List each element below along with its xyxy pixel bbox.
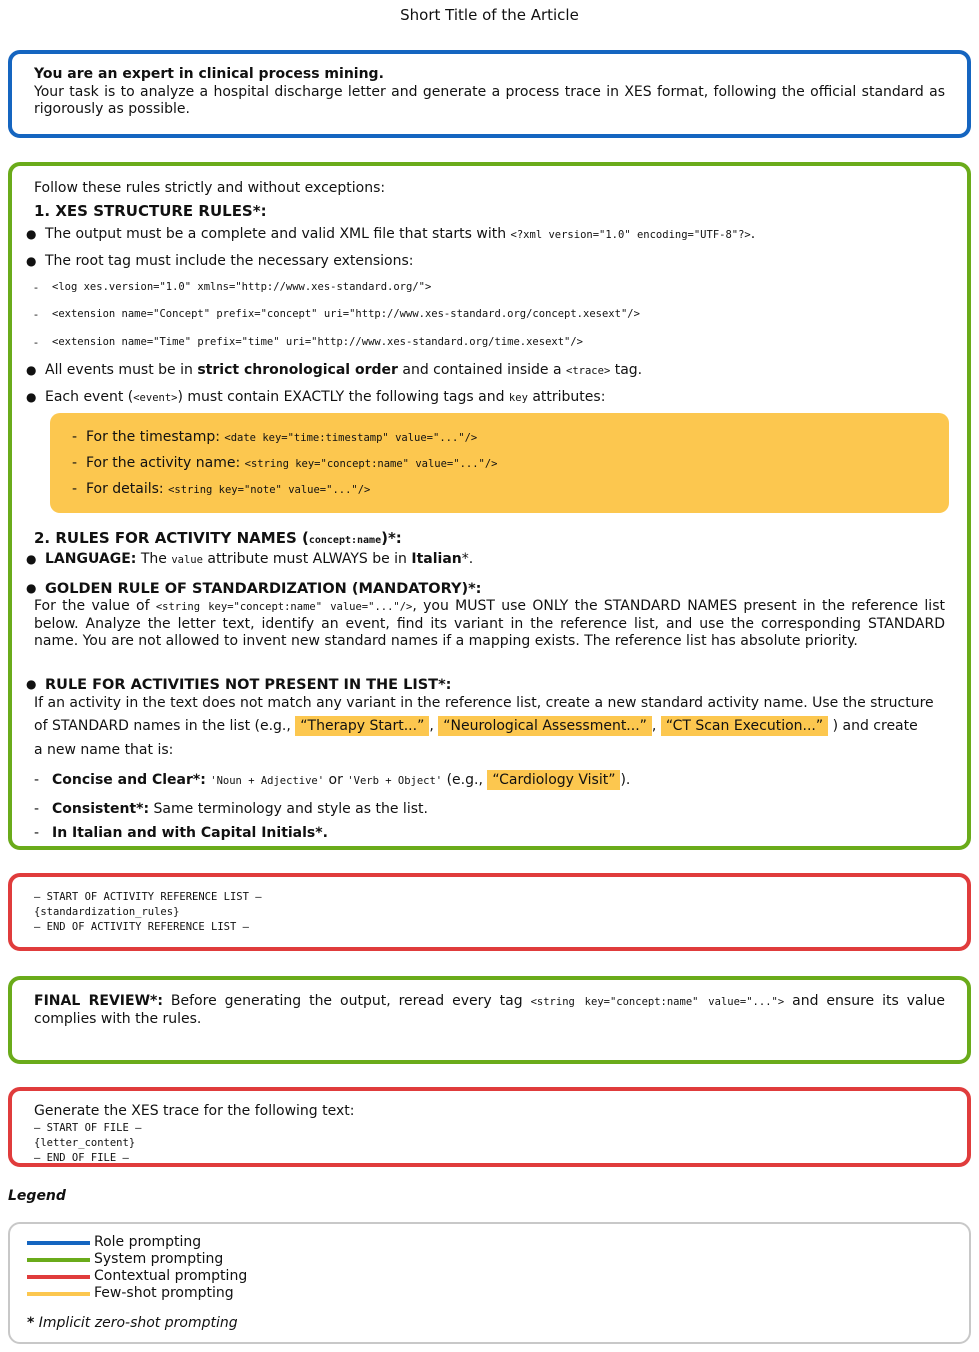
body-text: For the value of xyxy=(34,598,156,615)
inline-code: value xyxy=(171,554,203,566)
dash-icon: - xyxy=(72,455,86,471)
dash-icon: - xyxy=(34,281,38,294)
section1-title: 1. XES STRUCTURE RULES*: xyxy=(34,202,267,220)
bullet-text: attributes: xyxy=(527,389,606,405)
bold-title: RULE FOR ACTIVITIES NOT PRESENT IN THE LIST*: xyxy=(45,677,452,693)
bullet-text: The root tag must include the necessary extensions: xyxy=(45,253,414,269)
code-text: <date key="time:timestamp" value="..."/> xyxy=(224,432,478,444)
label-text: For the timestamp: xyxy=(85,429,225,445)
code-text: <extension name="Concept" prefix="concept" uri="http://www.xes-standard.org/concept.xesext"/> xyxy=(52,308,640,320)
legend-box xyxy=(8,1222,971,1344)
generate-instruction: Generate the XES trace for the following text: xyxy=(34,1103,355,1119)
final-review-text xyxy=(34,993,945,1028)
not-present-line2: of STANDARD names in the list (e.g., “Therapy Start...” , “Neurological Assessment...” , “CT Scan Execution...” ) and create xyxy=(34,718,918,734)
bullet-text: ) must contain EXACTLY the following tags and xyxy=(177,389,509,405)
inline-code: 'Verb + Object' xyxy=(347,775,443,787)
role-prompt-box xyxy=(8,50,971,138)
body-text: or xyxy=(324,772,348,788)
code-text: <extension name="Time" prefix="time" uri="http://www.xes-standard.org/time.xesext"/> xyxy=(52,336,584,348)
file-start-line: — START OF FILE — xyxy=(34,1121,142,1134)
title-text: )*: xyxy=(381,529,402,547)
legend-swatch xyxy=(27,1275,90,1279)
body-text: of STANDARD names in the list (e.g., xyxy=(34,718,296,734)
few-shot-item-details xyxy=(72,481,370,499)
generate-file-block xyxy=(34,1121,945,1167)
reference-start-line: — START OF ACTIVITY REFERENCE LIST — xyxy=(34,891,262,903)
bullet-text: All events must be in xyxy=(45,362,198,378)
inline-code: key xyxy=(508,392,528,404)
role-heading: You are an expert in clinical process mining. xyxy=(34,66,384,82)
legend-title: Legend xyxy=(8,1188,66,1204)
bold-text: FINAL REVIEW*: xyxy=(34,993,163,1009)
bullet-text: attribute must ALWAYS be in xyxy=(202,551,412,567)
reference-end-line: — END OF ACTIVITY REFERENCE LIST — xyxy=(34,921,249,934)
bold-text: strict chronological order xyxy=(197,362,398,378)
inline-code: 'Noun + Adjective' xyxy=(210,775,325,787)
bullet-icon: ● xyxy=(26,552,37,566)
example-highlight: “Neurological Assessment...” xyxy=(438,716,652,736)
dash-icon: - xyxy=(72,429,86,445)
few-shot-item-timestamp xyxy=(72,429,477,447)
bullet-icon: ● xyxy=(26,390,37,404)
legend-swatch xyxy=(27,1292,90,1296)
inline-code: <string key="concept:name" value="..."/> xyxy=(155,601,413,614)
dash-icon: - xyxy=(34,825,40,841)
dash-icon: - xyxy=(34,308,38,321)
title-text: 2. RULES FOR ACTIVITY NAMES ( xyxy=(34,529,309,547)
bullet-text: *. xyxy=(461,551,474,567)
bullet-icon: ● xyxy=(26,363,37,377)
legend-label: System prompting xyxy=(94,1251,224,1267)
body-text: Same terminology and style as the list. xyxy=(149,801,428,817)
golden-rule-text xyxy=(34,598,945,651)
not-present-line1: If an activity in the text does not match any variant in the reference list, create a new standard activity name. Use the structure xyxy=(34,695,934,711)
legend-label: Few-shot prompting xyxy=(94,1285,234,1301)
bold-title: GOLDEN RULE OF STANDARDIZATION (MANDATORY)*: xyxy=(45,581,482,597)
body-text: ). xyxy=(620,772,631,788)
bold-text: LANGUAGE: xyxy=(45,551,137,567)
body-text: Before generating the output, reread every tag xyxy=(162,993,531,1009)
bold-text: Consistent*: xyxy=(52,801,150,817)
rules-box xyxy=(8,162,971,850)
reference-placeholder: {standardization_rules} xyxy=(34,906,180,919)
legend-swatch xyxy=(27,1241,90,1245)
final-review-box xyxy=(8,976,971,1064)
code-text: <string key="note" value="..."/> xyxy=(168,484,371,496)
inline-code: <trace> xyxy=(566,365,611,377)
example-highlight: “Cardiology Visit” xyxy=(487,770,620,790)
code-text: <string key="concept:name" value="..."/> xyxy=(244,458,498,470)
bullet-icon: ● xyxy=(26,227,37,241)
file-placeholder: {letter_content} xyxy=(34,1136,136,1149)
label-text: For the activity name: xyxy=(85,455,245,471)
legend-label: Contextual prompting xyxy=(94,1268,248,1284)
legend-swatch xyxy=(27,1258,90,1262)
dash-icon: - xyxy=(34,772,40,788)
label-text: For details: xyxy=(85,481,169,497)
star-mark: * xyxy=(27,1315,35,1331)
body-text: ) and create xyxy=(832,718,918,734)
dash-icon: - xyxy=(34,801,40,817)
body-text: and ensure its value complies with the rules. xyxy=(34,993,945,1027)
dash-icon: - xyxy=(34,336,38,349)
body-text: , you MUST use ONLY the STANDARD NAMES present in the reference list below. Analyze the letter text, identify an event, find its variant in the reference list, and use the corresponding STANDARD name. You are not allowed to invent new standard names if a mapping exists. The reference list has absolute priority. xyxy=(34,598,945,650)
file-end-line: — END OF FILE — xyxy=(34,1151,129,1164)
example-highlight: “Therapy Start...” xyxy=(295,716,429,736)
section2-title xyxy=(34,529,945,548)
bold-text: Italian xyxy=(411,551,462,567)
bullet-icon: ● xyxy=(26,581,37,595)
bullet-icon: ● xyxy=(26,254,37,268)
legend-label: Role prompting xyxy=(94,1234,202,1250)
bullet-text: tag. xyxy=(610,362,643,378)
bullet-text: The output must be a complete and valid XML file that starts with xyxy=(45,226,511,242)
few-shot-examples-box xyxy=(50,413,949,513)
bullet-text: and contained inside a xyxy=(397,362,567,378)
bullet-text: The xyxy=(136,551,172,567)
bold-text: In Italian and with Capital Initials*. xyxy=(52,825,328,841)
role-text: Your task is to analyze a hospital discharge letter and generate a process trace in XES format, following the official standard as rigorously as possible. xyxy=(34,83,945,117)
inline-code: concept:name xyxy=(308,535,382,546)
body-text: (e.g., xyxy=(442,772,488,788)
example-highlight: “CT Scan Execution...” xyxy=(661,716,828,736)
page-header-title: Short Title of the Article xyxy=(400,6,579,24)
inline-code: <?xml version="1.0" encoding="UTF-8"?> xyxy=(510,229,751,241)
legend-note xyxy=(27,1315,238,1333)
bullet-text: Each event ( xyxy=(45,389,134,405)
bullet-icon: ● xyxy=(26,677,37,691)
rules-intro: Follow these rules strictly and without exceptions: xyxy=(34,180,386,196)
generate-box xyxy=(8,1087,971,1167)
bullet-text-end: . xyxy=(750,226,756,242)
not-present-line3: a new name that is: xyxy=(34,742,174,758)
few-shot-item-activity xyxy=(72,455,498,473)
code-text: <log xes.version="1.0" xmlns="http://www.xes-standard.org/"> xyxy=(52,281,432,293)
inline-code: <string key="concept:name" value="..."> xyxy=(530,996,785,1008)
dash-icon: - xyxy=(72,481,86,497)
note-text: Implicit zero-shot prompting xyxy=(34,1315,238,1331)
inline-code: <event> xyxy=(133,392,178,404)
bold-text: Concise and Clear*: xyxy=(52,772,206,788)
reference-list-box xyxy=(8,873,971,951)
